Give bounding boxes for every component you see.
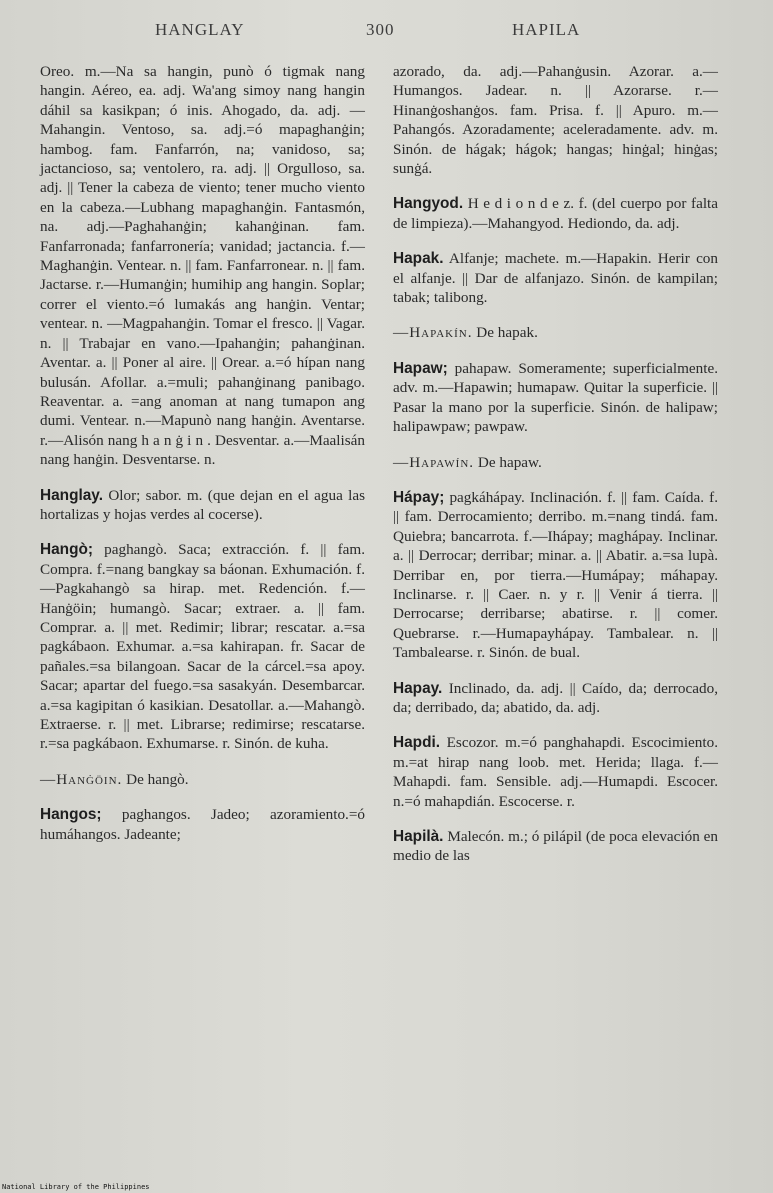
entry-hangos: Hangos; paghangos. Jadeo; azoramiento.=ó humáhangos. Jadeante; bbox=[40, 806, 365, 843]
entry-hangyod: Hangyod. H e d i o n d e z. f. (del cuerpo por falta de limpieza).—Mahangyod. Hediondo, da. adj. bbox=[393, 195, 718, 232]
entry-hango: Hangò; paghangò. Saca; extracción. f. || fam. Compra. f.=nang bangkay sa báonan. Exhumación. f.—Pagkahangò sa hirap. met. Redención. f.—Hanġöin; humangò. Sacar; extraer. a. || fam. Comprar. a. || met. Redimir; librar; rescatar. a.=sa pagkábaon. Exhumar. a.=sa kahirapan. fr. Sacar de pañales.=sa bilangoan. Sacar de la cárcel.=sa apoy. Sacar; apartar del fuego.=sa sasakyán. Desembarcar. a.=sa kagipitan ó kasikian. Desatollar. a.—Mahangò. Extraerse. r. || met. Librarse; redimirse; rescatarse. r.=sa pagkábaon. Exhumarse. r. Sinón. de kuha. bbox=[40, 541, 365, 753]
entry-hapaw: Hapaw; pahapaw. Someramente; superficialmente. adv. m.—Hapawin; humapaw. Quitar la superficie. || Pasar la mano por la superficie. Sinón. de halipaw; halipawpaw; pawpaw. bbox=[393, 359, 718, 436]
entry-hangoin-crossref: —Hanġöin. De hangò. bbox=[40, 770, 189, 788]
entry-hapak: Hapak. Alfanje; machete. m.—Hapakin. Herir con el alfanje. || Dar de alfanjazo. Sinón. de kampilan; tabak; talibong. bbox=[393, 250, 718, 307]
entry-hapay-adj: Hapay. Inclinado, da. adj. || Caído, da; derrocado, da; derribado, da; abatido, da. adj. bbox=[393, 679, 718, 716]
right-column bbox=[393, 62, 718, 866]
entry-hapawin-crossref: —Hapawín. De hapaw. bbox=[393, 453, 542, 471]
entry-hapila: Hapilà. Malecón. m.; ó pilápil (de poca elevación en medio de las bbox=[393, 828, 718, 865]
entry-hapakin-crossref: —Hapakín. De hapak. bbox=[393, 324, 538, 342]
library-credit: National Library of the Philippines bbox=[2, 1183, 150, 1191]
entry-hanglay: Hanglay. Olor; sabor. m. (que dejan en el agua las hortalizas y hojas verdes al cocerse). bbox=[40, 486, 365, 523]
left-column bbox=[40, 62, 365, 844]
entry-hangos-continued: azorado, da. adj.—Pahanġusin. Azorar. a.—Humangos. Jadear. n. || Azorarse. r.—Hinanġoshanġos. fam. Prisa. f. || Apuro. m.—Pahangós. Azoradamente; aceleradamente. adv. m. Sinón. de hágak; hágok; hangas; hinġal; hinġas; sunġá. bbox=[393, 63, 718, 178]
page-number: 300 bbox=[366, 20, 395, 39]
entry-hapay-inclinacion: Hápay; pagkáhápay. Inclinación. f. || fam. Caída. f. || fam. Derrocamiento; derribo. m.=nang tindá. fam. Quiebra; bancarrota. f.—Ihápay; maghápay. Inclinar. a. || Derrocar; derribar; minar. a. || Abatir. a.=sa lupà. Derribar en, por tierra.—Humápay; máhapay. Inclinarse. r. || Caer. n. y r. || Venir á tierra. || Derrocarse; derribarse; abatirse. r. || comer. Quebrarse. r.—Humapayhápay. Tambalear. n. || Tambalearse. r. Sinón. de bual. bbox=[393, 488, 718, 662]
entry-hangin-continued: Oreo. m.—Na sa hangin, punò ó tigmak nang hangin. Aéreo, ea. adj. Wa'ang simoy nang hangin dáhil sa kasikpan; ó inis. Ahogado, da. adj. —Mahangin. Ventoso, sa. adj.=ó mapaghanġin; hambog. fam. Fanfarrón, na; vanidoso, sa; jactancioso, sa; ventolero, ra. adj. || Orgulloso, sa. adj. || Tener la cabeza de viento; tener mucho viento en la cabeza.—Lubhang mapaghanġin. Fantasmón, na. adj.—Paghahanġin; kahanġinan. fam. Fanfarronada; fanfarronería; vanidad; jactancia. f.—Maghanġin. Ventear. n. || fam. Fanfarronear. n. || fam. Jactarse. r.—Humanġin; humihip ang hangin. Soplar; correr el viento.=ó lumakás ang hanġin. Ventar; ventear. n. —Magpahanġin. Tomar el fresco. || Vagar. n. || Trabajar en vano.—Ipahanġin; pahanġinan. Aventar. a. || Poner al aire. || Orear. a.=ó hípan nang bulusán. Afollar. a.=muli; pahanġinang panibago. Reaventar. a. =ang anoman at nang tumapon ang dumi. Ventear. n.—Mapunò nang hanġin. Aventarse. r.—Alisón nang h a n ġ i n . Desventar. a.—Maalisán nang hanġin. Desventarse. n. bbox=[40, 63, 365, 469]
entry-hapdi: Hapdi. Escozor. m.=ó panghahapdi. Escocimiento. m.=at hirap nang loob. met. Herida; llaga. f.—Mahapdi. fam. Sensible. adj.—Humapdi. Escocer. n.=ó mahapdián. Escocerse. r. bbox=[393, 734, 718, 810]
page-header bbox=[0, 20, 773, 46]
header-left-guideword: HANGLAY bbox=[155, 20, 245, 39]
header-right-guideword: HAPILA bbox=[512, 20, 581, 39]
